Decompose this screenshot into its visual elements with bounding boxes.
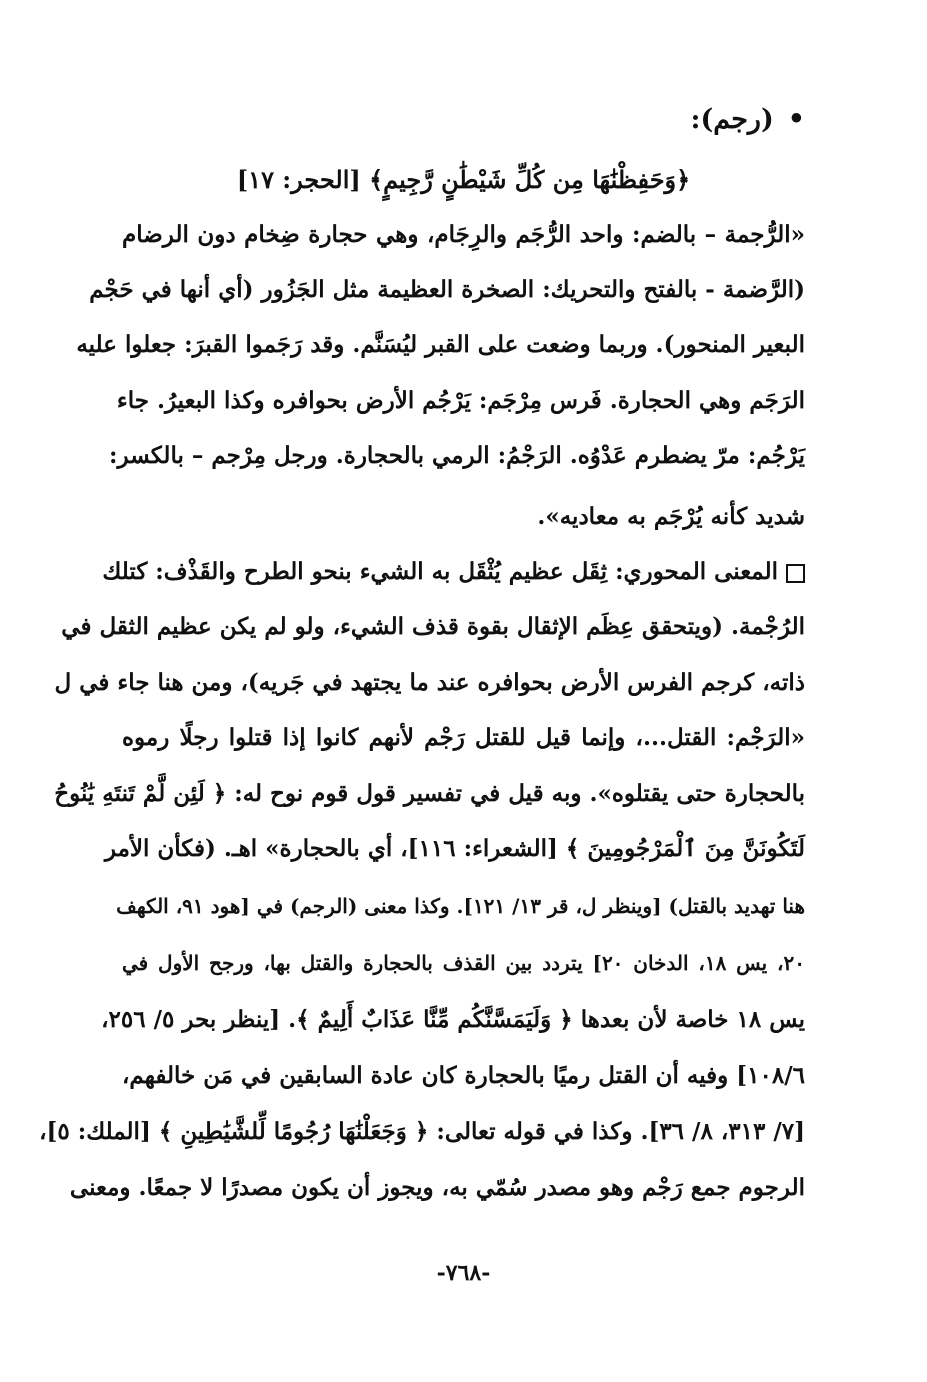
quran-verse: ﴿وَحَفِظْنَٰهَا مِن كُلِّ شَيْطَٰنٍ رَّجِيمٍ﴾ [الحجر: ١٧] [236, 165, 691, 194]
text-line: ٢٠، يس ١٨، الدخان ٢٠] يتردد بين القذف بالحجارة والقتل بها، ورجح الأول في [122, 951, 805, 975]
text-line-content: المعنى المحوري: ثِقَل عظيم يُثْقَل به الشيء بنحو الطرح والقَذْف: كتلك [102, 558, 778, 585]
text-line: شديد كأنه يُرْجَم به معاديه». [537, 503, 805, 530]
text-line: لَتَكُونَنَّ مِنَ ٱلْمَرْجُومِينَ ﴾ [الشعراء: ١١٦]، أي بالحجارة» اهـ. (فكأن الأمر [104, 835, 805, 862]
text-line: بالحجارة حتى يقتلوه». وبه قيل في تفسير قول قوم نوح له: ﴿ لَئِن لَّمْ تَنتَهِ يَٰنُوحُ [54, 780, 805, 807]
text-line: الرُجْمة. (ويتحقق عِظَم الإثقال بقوة قذف الشيء، ولو لم يكن عظيم الثقل في [61, 613, 805, 640]
square-box-icon [786, 564, 805, 583]
entry-root-word: (رجم): [690, 104, 774, 135]
text-line: «الرُّجمة – بالضم: واحد الرُّجَم والرِجَام، وهي حجارة ضِخام دون الرضام [122, 221, 805, 248]
text-line: الرجوم جمع رَجْم وهو مصدر سُمّي به، ويجوز أن يكون مصدرًا لا جمعًا. ومعنى [69, 1174, 805, 1201]
text-line: يس ١٨ خاصة لأن بعدها ﴿ وَلَيَمَسَّنَّكُم مِّنَّا عَذَابٌ أَلِيمٌ ﴾. [ينظر بحر ٥/ ٢٥٦، [101, 1006, 805, 1033]
text-line: «الرَجْم: القتل...، وإنما قيل للقتل رَجْم لأنهم كانوا إذا قتلوا رجلًا رموه [122, 724, 805, 751]
text-line: ذاته، كرجم الفرس الأرض بحوافره عند ما يجتهد في جَريه)، ومن هنا جاء في ل [54, 669, 805, 696]
text-line: ١٠٨/٦] وفيه أن القتل رميًا بالحجارة كان عادة السابقين في مَن خالفهم، [122, 1062, 805, 1089]
entry-heading [691, 100, 805, 140]
text-line: [٧/ ٣١٣، ٨/ ٣٦]. وكذا في قوله تعالى: ﴿ وَجَعَلْنَٰهَا رُجُومًا لِّلشَّيَٰطِينِ ﴾ [الملك: ٥]، [39, 1118, 805, 1145]
bullet-icon: • [787, 104, 805, 135]
text-line: يَرْجُم: مرّ يضطرم عَدْوُه. الرَجْمُ: الرمي بالحجارة. ورجل مِرْجم – بالكسر: [109, 442, 805, 469]
text-line: هنا تهديد بالقتل) [وينظر ل، قر ١٣/ ١٢١]. وكذا معنى (الرجم) في [هود ٩١، الكهف [116, 894, 805, 918]
text-line: الرَجَم وهي الحجارة. فَرس مِرْجَم: يَرْجُم الأرض بحوافره وكذا البعيرُ. جاء [116, 387, 805, 414]
page-number: -٧٦٨- [436, 1260, 491, 1286]
text-line: البعير المنحور). وربما وضعت على القبر ليُسَنَّم. وقد رَجَموا القبرَ: جعلوا عليه [76, 331, 805, 358]
text-line [102, 552, 805, 592]
text-line: (الرَّضمة - بالفتح والتحريك: الصخرة العظيمة مثل الجَزُور (أي أنها في حَجْم [89, 276, 805, 303]
